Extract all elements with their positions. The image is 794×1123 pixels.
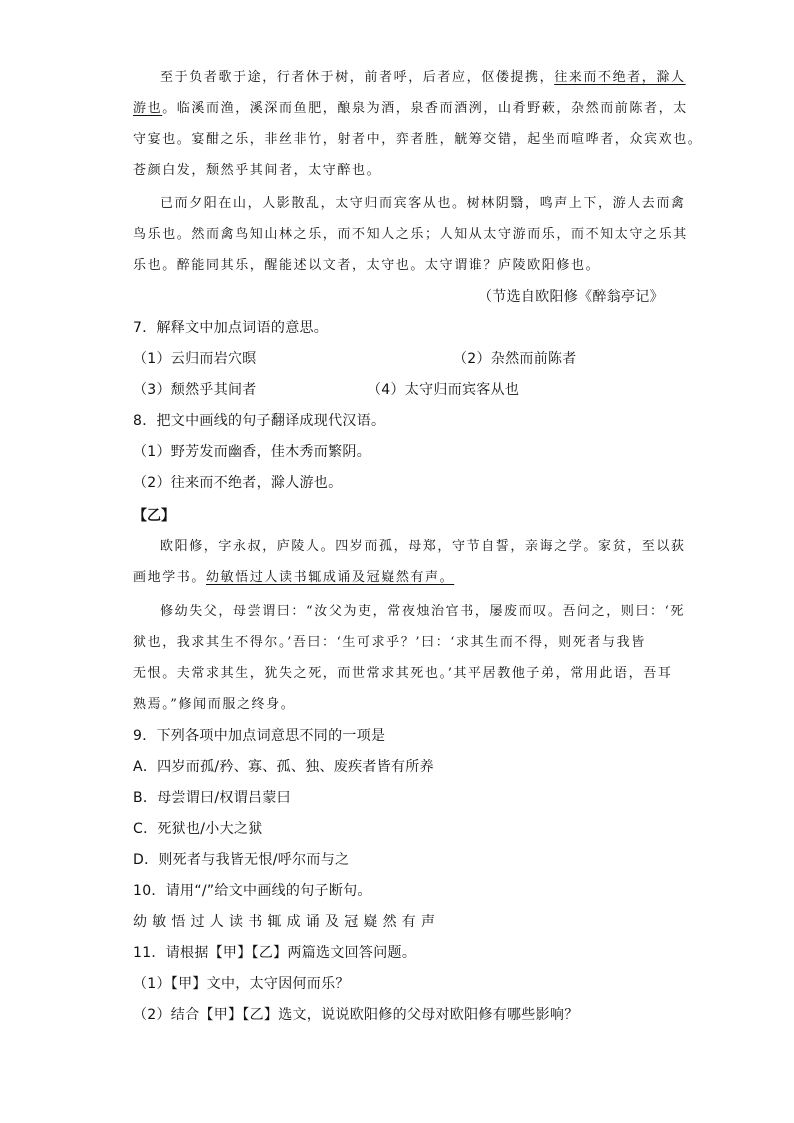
jia-p1-line-2	[133, 99, 688, 119]
yi-label: 【乙】	[133, 508, 175, 524]
jia-underlined-sentence-part-1: 往来而不绝者，滁人	[554, 70, 686, 85]
q11-stem: 11．请根据【甲】【乙】两篇选文回答问题。	[133, 945, 417, 961]
q7-option-4: （4）太守归而宾客从也	[367, 382, 520, 398]
q8-item-2: （2）往来而不绝者，滁人游也。	[133, 475, 343, 491]
yi-p2-line-4: 熟焉。”修闻而服之终身。	[133, 697, 296, 712]
jia-p1-line-3: 守宴也。宴酣之乐，非丝非竹，射者中，弈者胜，觥筹交错，起坐而喧哗者，众宾欢也。	[133, 132, 703, 147]
jia-p2-line-1: 已而夕阳在山，人影散乱，太守归而宾客从也。树林阴翳，鸣声上下，游人去而禽	[160, 196, 686, 211]
yi-p1-line-1: 欧阳修，字永叔，庐陵人。四岁而孤，母郑，守节自誓，亲诲之学。家贫，至以荻	[160, 539, 686, 554]
q10-sentence: 幼敏悟过人读书辄成诵及冠嶷然有声	[133, 914, 441, 930]
q7-option-1: （1）云归而岩穴暝	[133, 351, 257, 367]
q10-stem: 10．请用“/”给文中画线的句子断句。	[133, 883, 372, 899]
jia-p2-line-2: 鸟乐也。然而禽鸟知山林之乐，而不知人之乐；人知从太守游而乐，而不知太守之乐其	[133, 227, 688, 242]
q9-option-b: B．母尝谓曰/权谓吕蒙曰	[133, 790, 291, 806]
yi-p2-line-1: 修幼失父，母尝谓曰：“汝父为吏，常夜烛治官书，屡废而叹。吾问之，则曰：‘死	[160, 604, 685, 619]
jia-p1-line-4: 苍颜白发，颓然乎其间者，太守醉也。	[133, 163, 382, 178]
jia-underlined-sentence-part-2: 游也	[133, 101, 163, 116]
q8-item-1: （1）野芳发而幽香，佳木秀而繁阴。	[133, 444, 372, 460]
q9-option-d: D．则死者与我皆无恨/呼尔而与之	[133, 852, 350, 868]
jia-p2-line-3: 乐也。醉能同其乐，醒能述以文者，太守也。太守谓谁？庐陵欧阳修也。	[133, 258, 601, 273]
yi-p1-line-2-text: 画地学书。	[133, 570, 207, 585]
q7-option-3: （3）颓然乎其间者	[133, 382, 257, 398]
yi-p2-line-3: 无恨。夫常求其生，犹失之死，而世常求其死也。’其平居教他子弟，常用此语，吾耳	[133, 666, 673, 681]
q9-stem: 9．下列各项中加点词意思不同的一项是	[133, 728, 386, 744]
q7-stem: 7．解释文中加点词语的意思。	[133, 320, 329, 336]
yi-p2-line-2: 狱也，我求其生不得尔。’吾曰：‘生可求乎？’曰：‘求其生而不得，则死者与我皆	[133, 635, 646, 650]
q9-option-a: A．四岁而孤/矜、寡、孤、独、废疾者皆有所养	[133, 759, 434, 775]
q11-item-1: （1）【甲】文中，太守因何而乐？	[133, 976, 350, 992]
q7-option-2: （2）杂然而前陈者	[453, 351, 577, 367]
yi-underlined-sentence: 幼敏悟过人读书辄成诵及冠嶷然有声。	[206, 570, 455, 585]
jia-p1-line-1	[160, 68, 686, 88]
jia-p1-line-2-text: 。临溪而渔，溪深而鱼肥，酿泉为酒，泉香而酒洌，山肴野蔌，杂然而前陈者，太	[162, 101, 688, 116]
q9-option-c: C．死狱也/小大之狱	[133, 821, 263, 837]
jia-p1-line-1-text: 至于负者歌于途，行者休于树，前者呼，后者应，伛偻提携，	[160, 70, 555, 85]
q8-stem: 8．把文中画线的句子翻译成现代汉语。	[133, 413, 386, 429]
yi-p1-line-2	[133, 568, 454, 588]
jia-source-citation: （节选自欧阳修《醉翁亭记》	[478, 289, 664, 305]
q11-item-2: （2）结合【甲】【乙】选文，说说欧阳修的父母对欧阳修有哪些影响？	[133, 1007, 579, 1023]
